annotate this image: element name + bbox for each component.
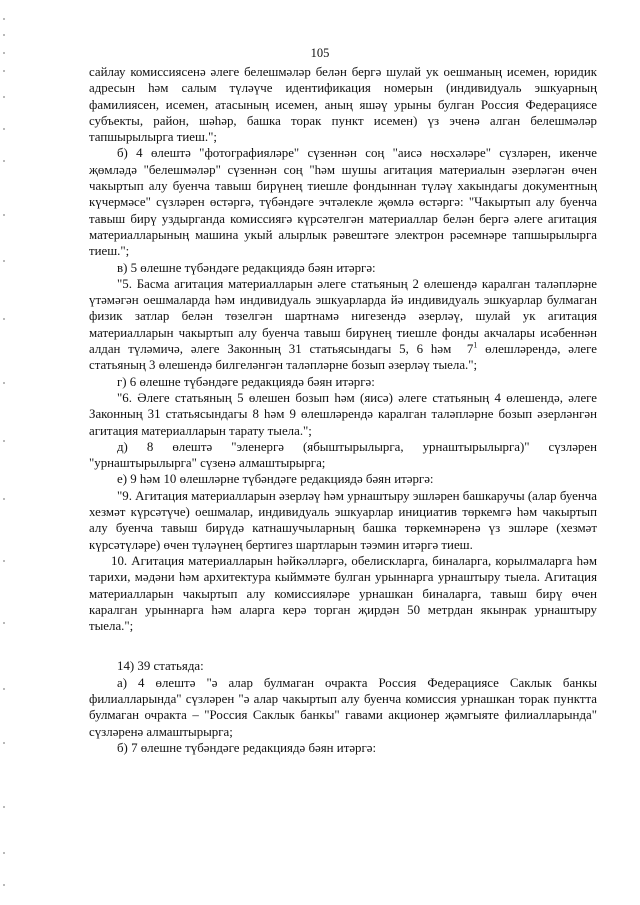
paragraph: 10. Агитация материалларын һәйкәлләргә, обелискларга, биналарга, корылмаларга һәм тарихи, мәдәни һәм архитектура кыйммәте булган урыннарга урнаштыру тыела. Агитация материалларын чакыртып алу комиссияләре урнашкан биналарга, тавыш бирү өчен каралган урыннарга һәм аларга керә торган җирдән 50 метрдан якынрак урнаштыру тыела."; bbox=[89, 553, 597, 634]
paragraph: а) 4 өлештә "ә алар булмаган очракта Россия Федерациясе Саклык банкы филиалларында" сүзләрен "ә алар чакыртып алу буенча комиссия урнашкан торак пунктта булмаган очракта – "Россия Саклык банкы" гавами акционер җәмгыяте филиалларында" сүзләренә алмаштырырга; bbox=[89, 675, 597, 739]
document-body bbox=[89, 64, 597, 756]
paragraph: б) 7 өлешне түбәндәге редакциядә бәян итәргә: bbox=[117, 740, 377, 755]
paragraph: д) 8 өлештә "эленергә (ябыштырылырга, урнаштырылырга)" сүзләрен "урнаштырылырга" сүзенә алмаштырырга; bbox=[89, 439, 597, 471]
page-number: 105 bbox=[310, 46, 330, 60]
paragraph: е) 9 һәм 10 өлешләрне түбәндәге редакциядә бәян итәргә: bbox=[117, 472, 434, 487]
paragraph: г) 6 өлешне түбәндәге редакциядә бәян итәргә: bbox=[117, 374, 375, 389]
scan-edge-marks bbox=[3, 0, 9, 905]
paragraph: 14) 39 статьяда: bbox=[117, 659, 204, 674]
paragraph: "6. Әлеге статьяның 5 өлешен бозып һәм (яисә) әлеге статьяның 4 өлешендә, әлеге Законның 31 статьясындагы 8 һәм 9 өлешләрендә каралган таләпләрне бозып әзерләнгән агитация материалларын тарату тыела."; bbox=[89, 390, 597, 438]
paragraph: "9. Агитация материалларын әзерләү һәм урнаштыру эшләрен башкаручы (алар буенча хезмәт күрсәтүче) оешмалар, индивидуаль эшкуарлар инициатив төркемгә һәм чакыртып алу буенча тавыш бирүдә катнашучыларның башка төркемнәренә үз эшләре (хезмәт күрсәтүләре) өчен түләүнең бертигез шартларын тәэмин итәргә тиеш. bbox=[89, 488, 597, 552]
paragraph: б) 4 өлештә "фотографияләре" сүзеннән соң "аисә нөсхәләре" сүзләрен, икенче җөмләдә "белешмәләр" сүзеннән соң "һәм шушы агитация материалын әзерләгән өчен чакыртып алу буенча тавыш бирүнең тиешле фондыннан түләү хакындагы документның күчермәсе" сүзләрен өстәргә, түбәндәге эчтәлекле җөмлә өстәргә: "Чакыртып алу буенча тавыш бирү уздырганда комиссиягә күрсәтелгән материаллар белән бергә әлеге агитация материалларының машина укый алырлык рәвештәге электрон рәсемнәре тапшырылырга тиеш."; bbox=[89, 146, 597, 259]
paragraph: "5. Басма агитация материалларын әлеге статьяның 2 өлешендә каралган таләпләрне үтәмәгән оешмаларда һәм индивидуаль эшкуарларда йә индивидуаль эшкуарлар булмаган физик затлар белән төзелгән шартнамә нигезендә әзерләү, шулай ук агитация материалларын чакыртып алу буенча тавыш бирүнең тиешле фонды акчалары исәбеннән алдан түләмичә, әлеге Законның 31 статьясындагы 5, 6 һәм $7^1$ өлешләрендә, әлеге статьяның 3 өлешендә билгеләнгән таләпләрне бозып әзерләү тыела."; bbox=[89, 276, 597, 373]
paragraph: в) 5 өлешне түбәндәге редакциядә бәян итәргә: bbox=[117, 260, 376, 275]
paragraph: сайлау комиссиясенә әлеге белешмәләр белән бергә шулай ук оешманың исемен, юридик адресын һәм салым түләүче идентификация номерын (индивидуаль эшкуарның фамилиясен, исемен, атасының исемен, аның яшәү урыны булган Россия Федерациясе субъекты, район, шәһәр, башка торак пункт исемен) үз эченә алган белешмәләр тапшырылырга тиеш."; bbox=[89, 65, 597, 145]
paragraph-gap bbox=[89, 634, 597, 658]
